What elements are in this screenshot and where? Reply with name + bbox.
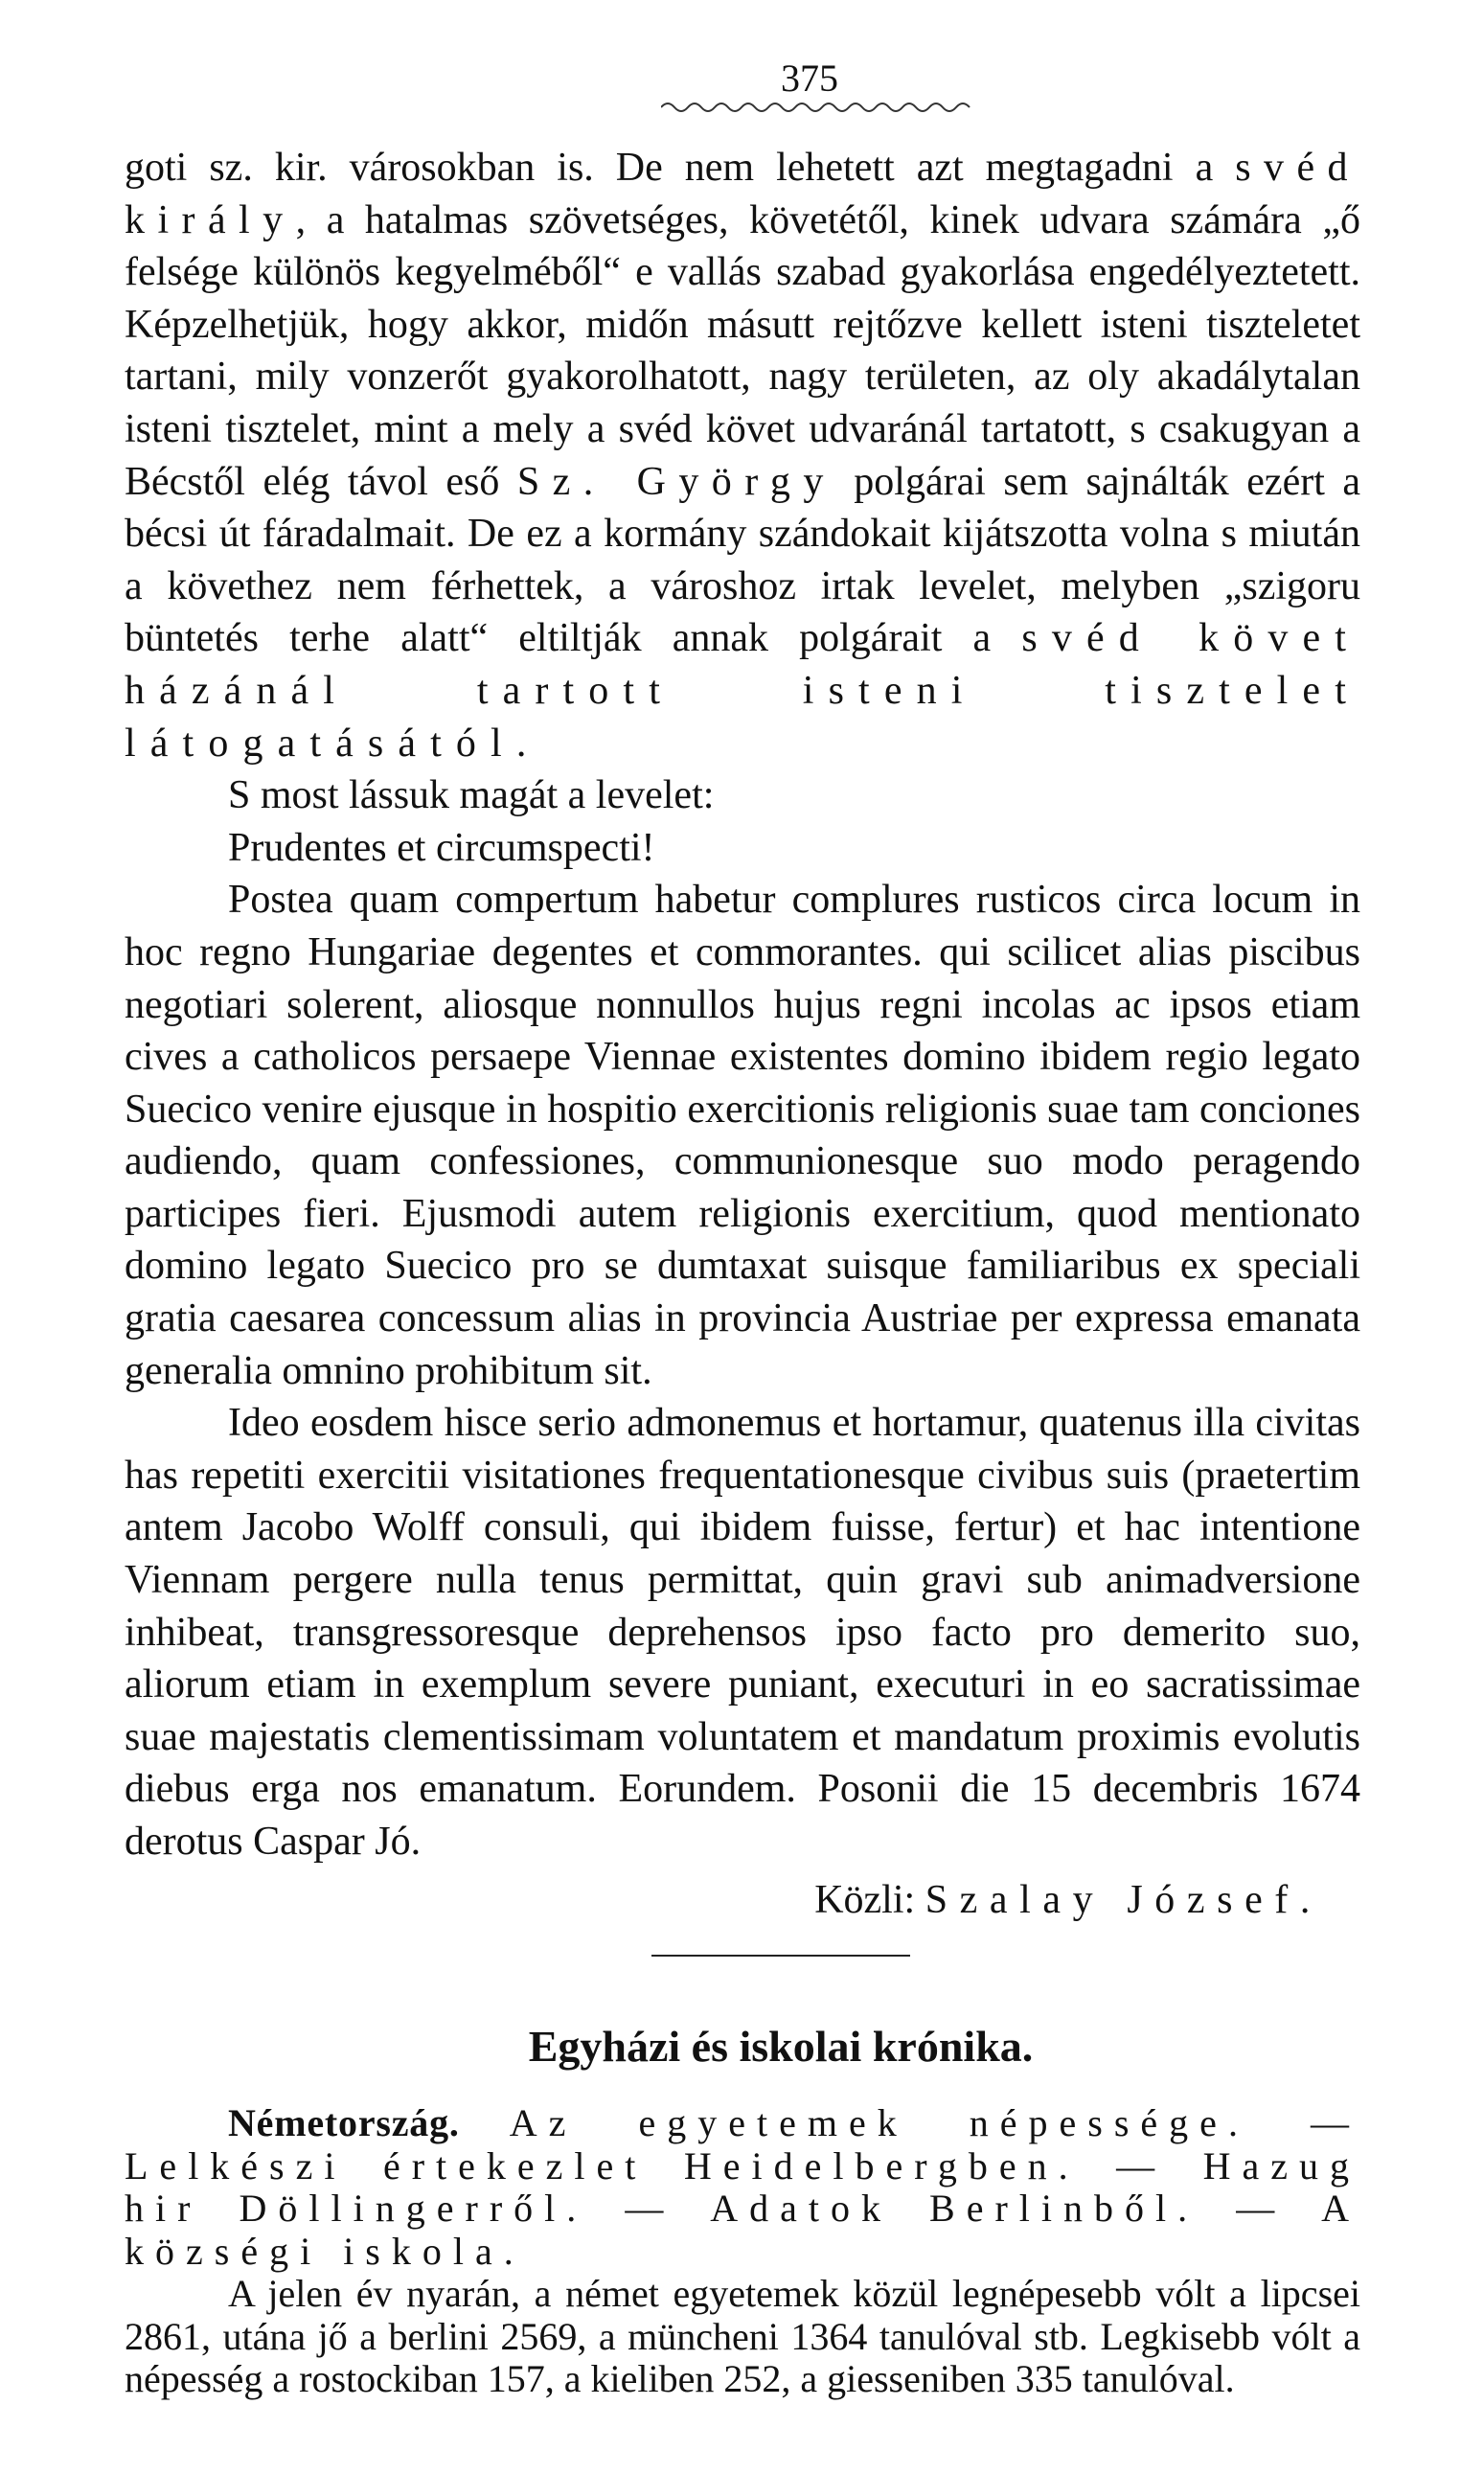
paragraph-text: goti sz. kir. városokban is. De nem lehetett azt megtagadni a <box>125 146 1236 190</box>
page-number-ornament <box>661 100 977 115</box>
spaced-text: svéd király <box>125 146 1360 242</box>
chronicle-header <box>125 2102 1360 2273</box>
chronicle-topics: Az egyetemek népessége. — Lelkészi értekezlet Heidelbergben. — Hazug hir Döllingerről. — Adatok Berlinből. — A községi iskola. <box>125 2101 1360 2273</box>
paragraph-text: , a hatalmas szövetséges, követétől, kinek udvara számára „ő felsége különös kegyelméből“ e vallás szabad gyakorlása engedélyeztetett. Képzelhetjük, hogy akkor, midőn másutt rejtőzve kellett isteni tiszteletet tartani, mily vonzerőt gyakorolhatott, nagy területen, az oly akadálytalan isteni tisztelet, mint a mely a svéd követ udvaránál tartatott, s csakugyan a Bécstől elég távol eső <box>125 197 1360 504</box>
paragraph-text: polgárai sem sajnálták ezért a bécsi út fáradalmait. De ez a kormány szándokait kijátszotta volna s miután a követhez nem férhettek, a városhoz irtak levelet, melyben „szigoru büntetés terhe alatt“ eltiltják annak polgárait a <box>125 459 1360 661</box>
latin-paragraph-1: Postea quam compertum habetur complures rusticos circa locum in hoc regno Hungariae degentes et commorantes. qui scilicet alias piscibus negotiari solerent, aliosque nonnullos hujus regni incolas ac ipsos etiam cives a catholicos persaepe Viennae existentes domino ibidem regio legato Suecico venire ejusque in hospitio exercitionis religionis suae tam conciones audiendo, quam confessiones, communionesque suo modo peragendo participes fieri. Ejusmodi autem religionis exercitium, quod mentionato domino legato Suecico pro se dumtaxat suisque familiaribus ex speciali gratia caesarea concessum alias in provincia Austriae per expressa emanata generalia omnino prohibitum sit. <box>125 878 1360 1393</box>
chronicle-country: Németország. <box>228 2101 460 2145</box>
signature <box>125 1874 1322 1927</box>
document-page <box>125 57 1360 2401</box>
section-divider <box>651 1955 910 1957</box>
page-number: 375 <box>781 57 838 100</box>
paragraph-svéd-követ <box>125 142 1360 769</box>
latin-paragraph-2: Ideo eosdem hisce serio admonemus et hortamur, quatenus illa civitas has repetiti exercitii visitationes frequentationesque civibus suis (praetertim antem Jacobo Wolff consuli, qui ibidem fuisse, fertur) et hac intentione Viennam pergere nulla tenus permittat, quin gravi sub animadversione inhibeat, transgressoresque deprehensos ipso facto pro demerito suo, aliorum etiam in exemplum severe puniant, executuri in eo sacratissimae suae majestatis clementissimam voluntatem et mandatum proximis evolutis diebus erga nos emanatum. Eorundem. Posonii die 15 decembris 1674 derotus Caspar Jó. <box>125 1401 1360 1864</box>
letter-salutation: Prudentes et circumspecti! <box>228 825 655 870</box>
spaced-text: svéd követ házánál tartott isteni tisztelet látogatásától. <box>125 616 1361 766</box>
signature-label: Közli: <box>814 1877 916 1922</box>
section-title: Egyházi és iskolai krónika. <box>528 2022 1034 2072</box>
signature-name: Szalay József. <box>925 1877 1322 1922</box>
intro-line: S most lássuk magát a levelet: <box>228 773 715 818</box>
chronicle-body: A jelen év nyarán, a német egyetemek közül legnépesebb vólt a lipcsei 2861, utána jő a berlini 2569, a müncheni 1364 tanulóval stb. Legkisebb vólt a népesség a rostockiban 157, a kieliben 252, a giesseniben 335 tanulóval. <box>125 2272 1360 2401</box>
spaced-text: Sz. György <box>516 459 836 504</box>
